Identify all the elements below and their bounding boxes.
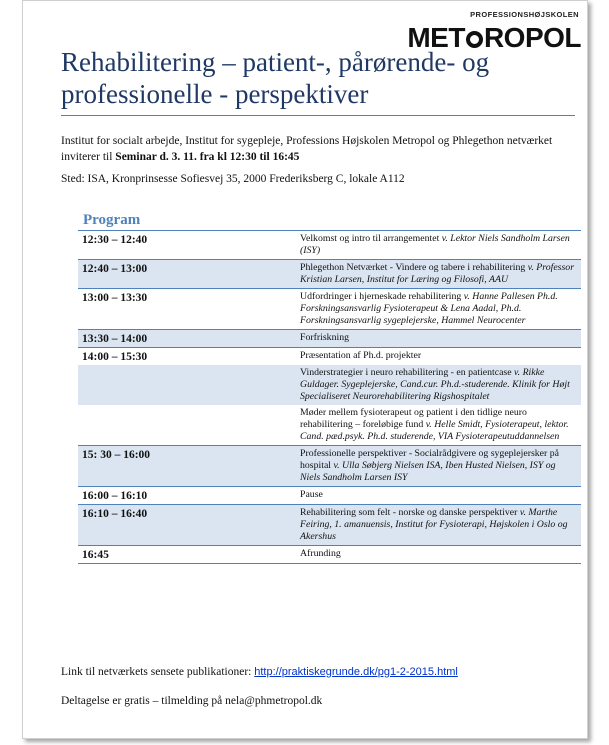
logo-subtitle: PROFESSIONSHØJSKOLEN	[470, 10, 579, 19]
venue-text: Sted: ISA, Kronprinsesse Sofiesvej 35, 2000 Frederiksberg C, lokale A112	[61, 173, 405, 185]
logo-name-suffix: ROPOL	[483, 22, 581, 53]
program-description	[294, 365, 581, 405]
program-speaker: v. Ulla Søbjerg Nielsen ISA, Iben Husted Nielsen, ISY og Niels Sandholm Larsen ISY	[300, 460, 556, 483]
program-time: 16:00 – 16:10	[78, 487, 294, 505]
title-divider	[61, 115, 575, 116]
program-text: Møder mellem fysioterapeut og patient i den tidlige neuro rehabilitering – foreløbige fund	[300, 407, 527, 430]
program-description	[294, 487, 581, 505]
program-speaker: v. Lektor Niels Sandholm Larsen (ISY)	[300, 233, 570, 256]
program-text: Udfordringer i hjerneskade rehabilitering	[300, 291, 464, 302]
program-text: Vinderstrategier i neuro rehabilitering - en patientcase	[300, 367, 515, 378]
program-text: Afrunding	[300, 548, 341, 559]
program-text: Forfriskning	[300, 332, 349, 343]
program-row	[78, 365, 581, 405]
program-time: 13:30 – 14:00	[78, 330, 294, 348]
program-row	[78, 231, 581, 260]
program-time: 15: 30 – 16:00	[78, 446, 294, 487]
program-time: 16:10 – 16:40	[78, 505, 294, 546]
logo-name-prefix: MET	[407, 22, 465, 53]
program-text: Professionelle perspektiver - Socialrådgivere og sygeplejersker på hospital	[300, 448, 559, 471]
signup-text: Deltagelse er gratis – tilmelding på nela@phmetropol.dk	[61, 695, 323, 707]
program-time	[78, 365, 294, 405]
publications-label: Link til netværkets sensete publikationer:	[61, 666, 255, 678]
program-row	[78, 546, 581, 564]
program-time: 14:00 – 15:30	[78, 348, 294, 366]
program-description	[294, 505, 581, 546]
publications-link[interactable]: http://praktiskegrunde.dk/pg1-2-2015.html	[254, 666, 458, 678]
document-page	[22, 0, 588, 739]
program-description	[294, 446, 581, 487]
program-speaker: v. Helle Smidt, Fysioterapeut, lektor. Cand. pæd.psyk. Ph.d. studerende, VIA Fysioterapeutuddannelsen	[300, 419, 569, 442]
program-speaker: v. Professor Kristian Larsen, Institut for Læring og Filosofi, AAU	[300, 262, 575, 285]
program-text: Rehabilitering som felt - norske og danske perspektiver	[300, 507, 520, 518]
program-description	[294, 260, 581, 289]
program-time	[78, 405, 294, 446]
program-row	[78, 289, 581, 330]
program-time: 12:30 – 12:40	[78, 231, 294, 260]
program-text: Velkomst og intro til arrangementet	[300, 233, 442, 244]
intro-text: Institut for socialt arbejde, Institut for sygepleje, Professions Højskolen Metropol og Phlegethon netværket inviterer til	[61, 135, 553, 163]
publications-line	[61, 666, 458, 678]
program-row	[78, 405, 581, 446]
program-description	[294, 330, 581, 348]
program-text: Phlegethon Netværket - Vindere og tabere i rehabilitering	[300, 262, 528, 273]
program-row	[78, 505, 581, 546]
program-speaker: v. Rikke Guldager. Sygeplejerske, Cand.cur. Ph.d.-studerende. Klinik for Højt Specialiseret Neurorehabilitering Rigshospitalet	[300, 367, 570, 402]
intro-emphasis: Seminar d. 3. 11. fra kl 12:30 til 16:45	[115, 150, 300, 163]
program-text: Pause	[300, 489, 323, 500]
program-time: 16:45	[78, 546, 294, 564]
program-time: 13:00 – 13:30	[78, 289, 294, 330]
program-speaker: v. Hanne Pallesen Ph.d. Forskningsansvarlig Fysioterapeut & Lena Aadal, Ph.d. Forskningsansvarlig sygeplejerske, Hammel Neurocenter	[300, 291, 558, 326]
program-row	[78, 348, 581, 366]
program-table	[78, 230, 581, 564]
intro-paragraph	[61, 134, 573, 165]
program-text: Præsentation af Ph.d. projekter	[300, 350, 422, 361]
program-description	[294, 289, 581, 330]
program-speaker: v. Marthe Feiring, 1. amanuensis, Institut for Fysioterapi, Højskolen i Oslo og Akershus	[300, 507, 568, 542]
program-time: 12:40 – 13:00	[78, 260, 294, 289]
page-title: Rehabilitering – patient-, pårørende- og professionelle - perspektiver	[61, 47, 490, 109]
program-row	[78, 330, 581, 348]
program-description	[294, 405, 581, 446]
program-row	[78, 487, 581, 505]
program-row	[78, 260, 581, 289]
program-description	[294, 348, 581, 366]
program-heading: Program	[83, 212, 141, 228]
program-row	[78, 446, 581, 487]
program-description	[294, 231, 581, 260]
program-description	[294, 546, 581, 564]
